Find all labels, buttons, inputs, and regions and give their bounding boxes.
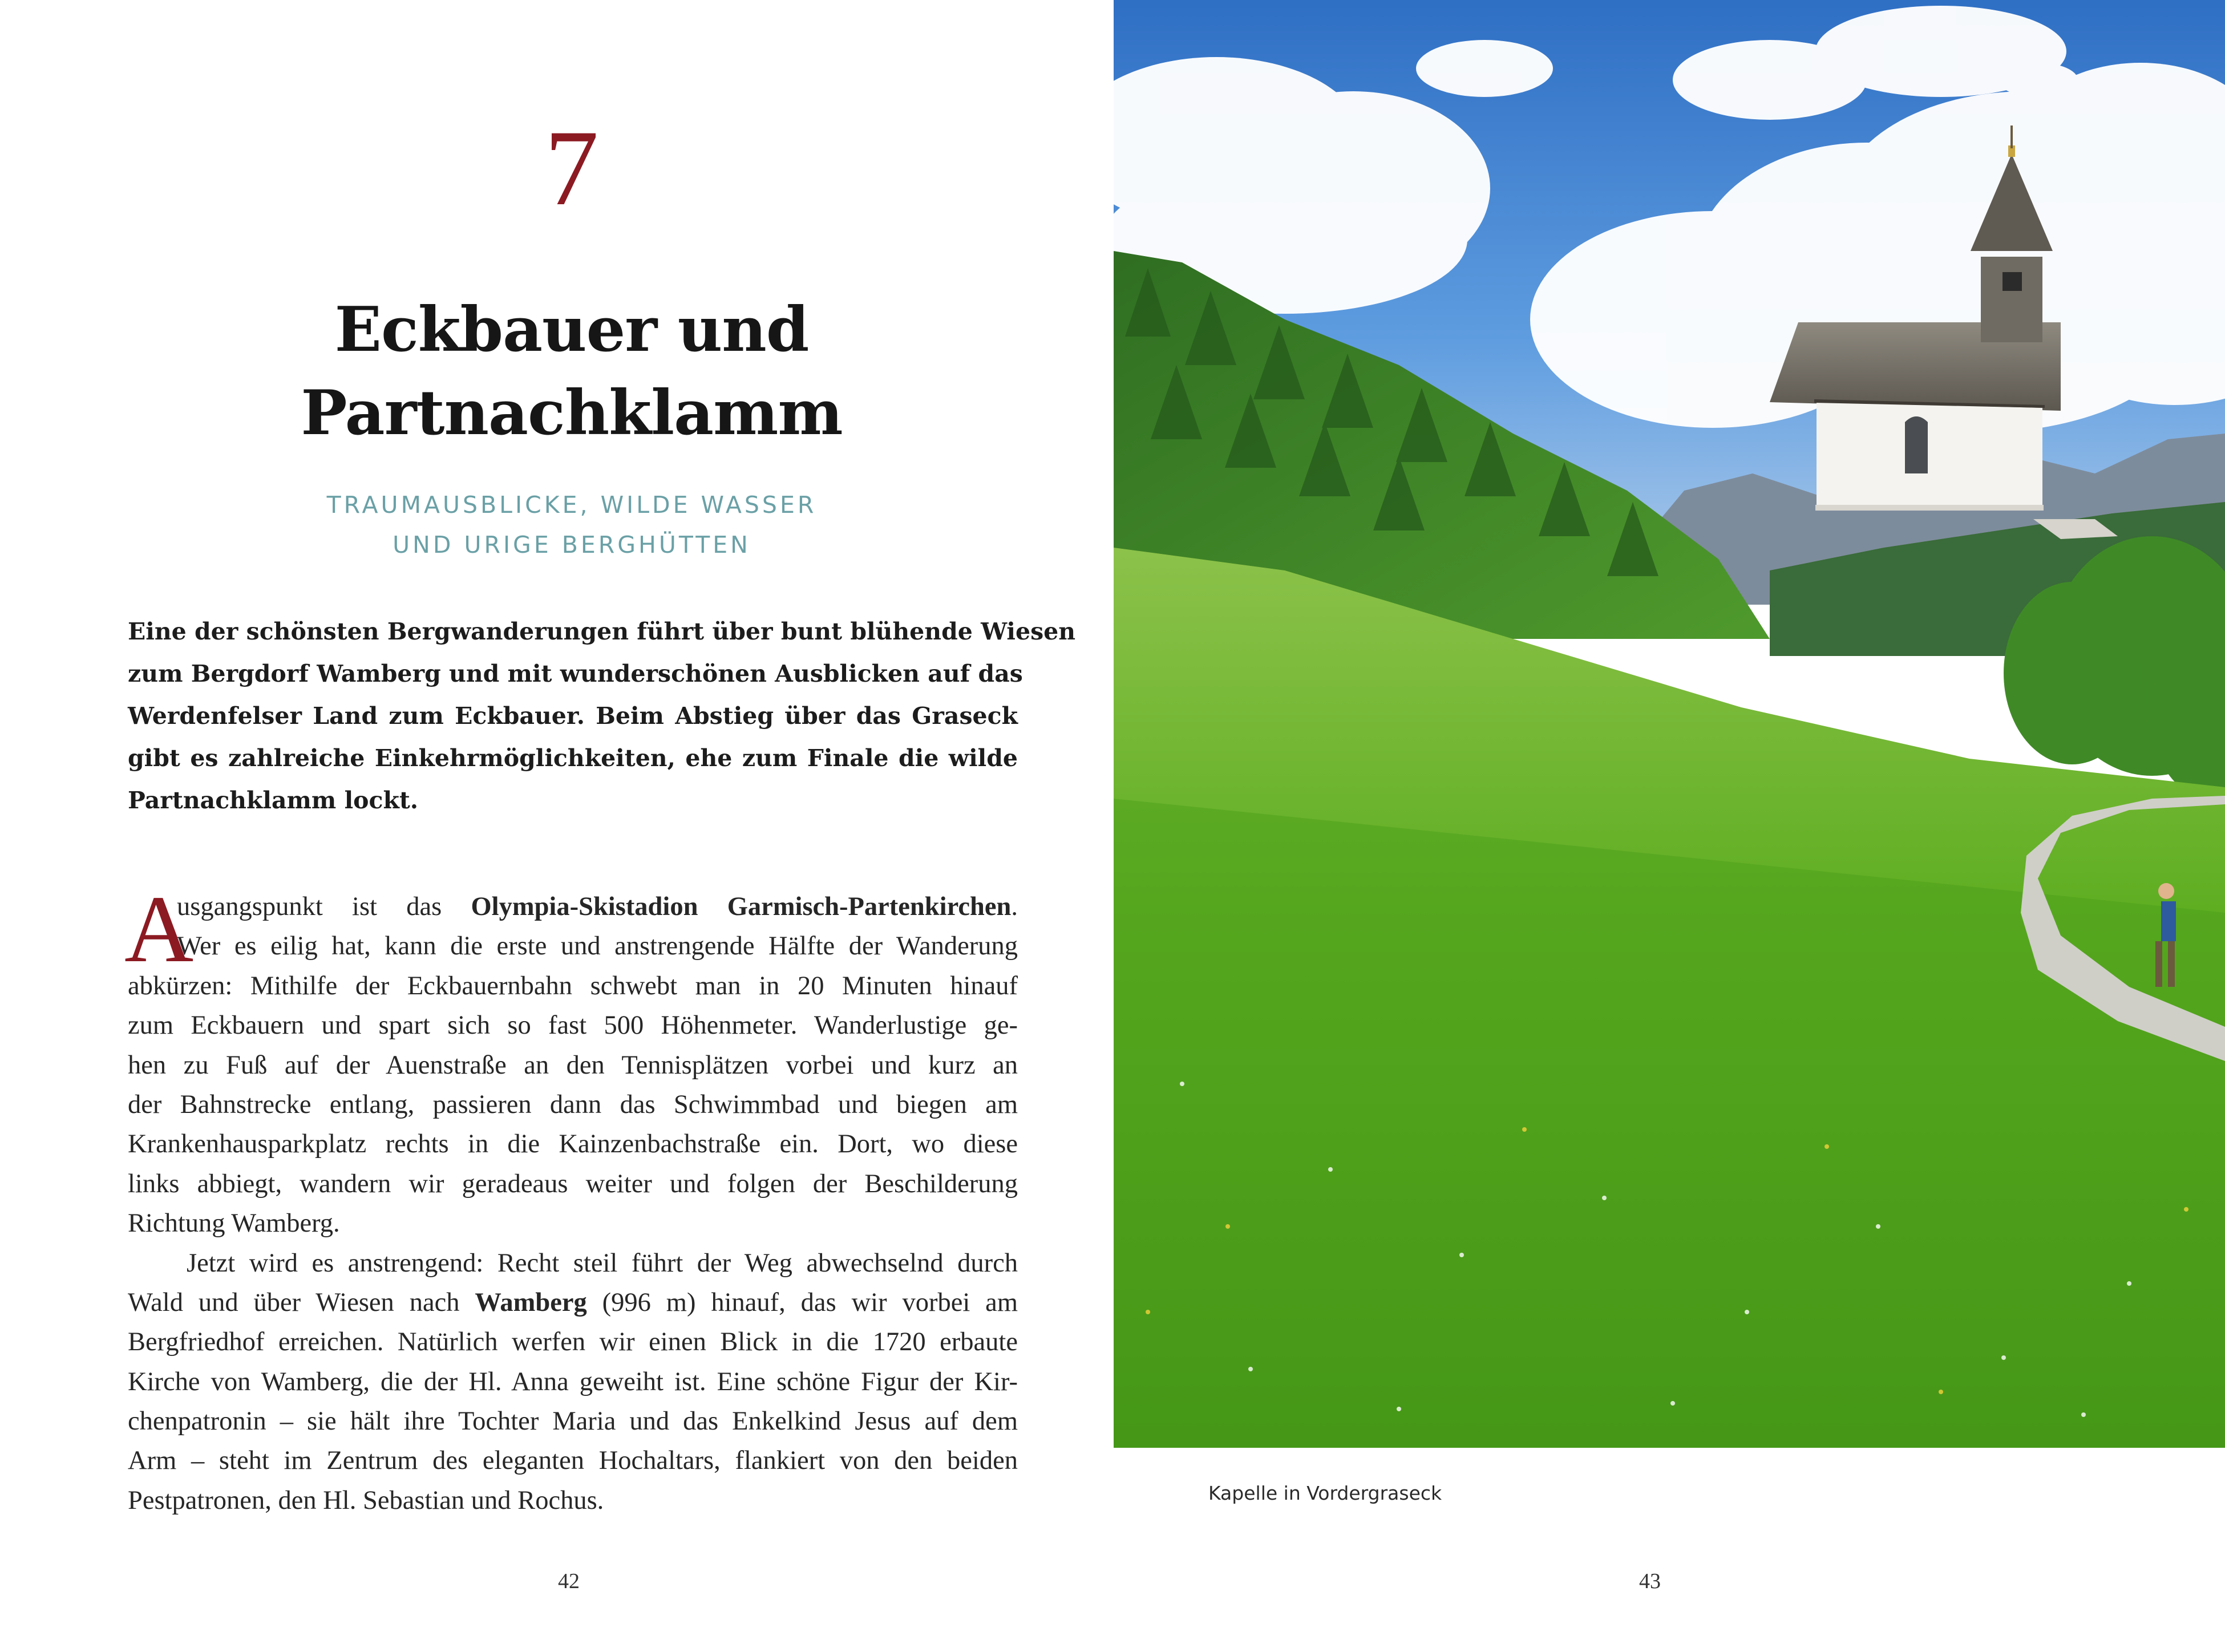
body-line: Richtung Wamberg. <box>128 1209 340 1238</box>
bold-place-name: Wamberg <box>475 1287 587 1317</box>
chapel-photo-illustration <box>1114 0 2225 1448</box>
chapel-photo <box>1114 0 2225 1448</box>
photo-caption: Kapelle in Vordergraseck <box>1208 1482 1442 1504</box>
body-line: der Bahnstrecke entlang, passieren dann das Schwimmbad und biegen am <box>128 1090 1018 1119</box>
body-line: Krankenhausparkplatz rechts in die Kainzenbachstraße ein. Dort, wo diese <box>128 1129 1018 1159</box>
body-text-run: usgangspunkt ist das <box>177 892 471 921</box>
bold-place-name: Olympia-Skistadion Garmisch-Partenkirchen <box>471 892 1012 921</box>
intro-line: Werdenfelser Land zum Eckbauer. Beim Abstieg über das Graseck <box>128 702 1018 730</box>
body-text-run: Wald und über Wiesen nach <box>128 1287 475 1317</box>
page-number-right: 43 <box>1639 1569 1661 1593</box>
body-text-run: (996 m) hinauf, das wir vorbei am <box>586 1287 1018 1317</box>
body-line: Wer es eilig hat, kann die erste und anstrengende Hälfte der Wanderung <box>177 932 1018 961</box>
body-line: Jetzt wird es anstrengend: Recht steil führt der Weg abwechselnd durch <box>187 1248 1018 1278</box>
drop-cap: A <box>124 876 194 982</box>
intro-line: zum Bergdorf Wamberg und mit wunderschönen Ausblicken auf das <box>128 660 1023 687</box>
body-line <box>128 887 1018 926</box>
body-line: chenpatronin – sie hält ihre Tochter Maria und das Enkelkind Jesus auf dem <box>128 1407 1018 1436</box>
body-line: Kirche von Wamberg, die der Hl. Anna geweiht ist. Eine schöne Figur der Kir- <box>128 1367 1018 1396</box>
body-line: Pestpatronen, den Hl. Sebastian und Rochus. <box>128 1485 604 1515</box>
page-number-left: 42 <box>558 1569 580 1593</box>
body-line: Arm – steht im Zentrum des eleganten Hochaltars, flankiert von den beiden <box>128 1446 1018 1476</box>
body-line: links abbiegt, wandern wir geradeaus weiter und folgen der Beschilderung <box>128 1169 1018 1198</box>
body-line: hen zu Fuß auf der Auenstraße an den Tennisplätzen vorbei und kurz an <box>128 1050 1018 1080</box>
intro-paragraph <box>128 610 1076 821</box>
subtitle-line-2: UND URIGE BERGHÜTTEN <box>393 531 751 558</box>
body-line: Bergfriedhof erreichen. Natürlich werfen wir einen Blick in die 1720 erbaute <box>128 1327 1018 1357</box>
body-line <box>128 1283 1018 1322</box>
body-text <box>124 876 1018 1520</box>
chapter-title-line-2: Partnachklamm <box>301 377 843 449</box>
right-page <box>1114 0 2225 1652</box>
body-line: abkürzen: Mithilfe der Eckbauernbahn schwebt man in 20 Minuten hinauf <box>128 971 1018 1001</box>
chapter-number: 7 <box>544 108 599 228</box>
chapter-subtitle <box>0 485 1143 565</box>
intro-line: Partnachklamm lockt. <box>128 787 419 814</box>
body-text-run: . <box>1011 892 1018 921</box>
chapter-title-line-1: Eckbauer und <box>334 294 809 366</box>
intro-line: Eine der schönsten Bergwanderungen führt über bunt blühende Wiesen <box>128 618 1076 645</box>
intro-line: gibt es zahlreiche Einkehrmöglichkeiten, ehe zum Finale die wilde <box>128 744 1018 772</box>
chapter-title <box>0 288 1143 455</box>
body-line: zum Eckbauern und spart sich so fast 500 Höhenmeter. Wanderlustige ge- <box>128 1011 1018 1040</box>
subtitle-line-1: TRAUMAUSBLICKE, WILDE WASSER <box>326 491 817 519</box>
